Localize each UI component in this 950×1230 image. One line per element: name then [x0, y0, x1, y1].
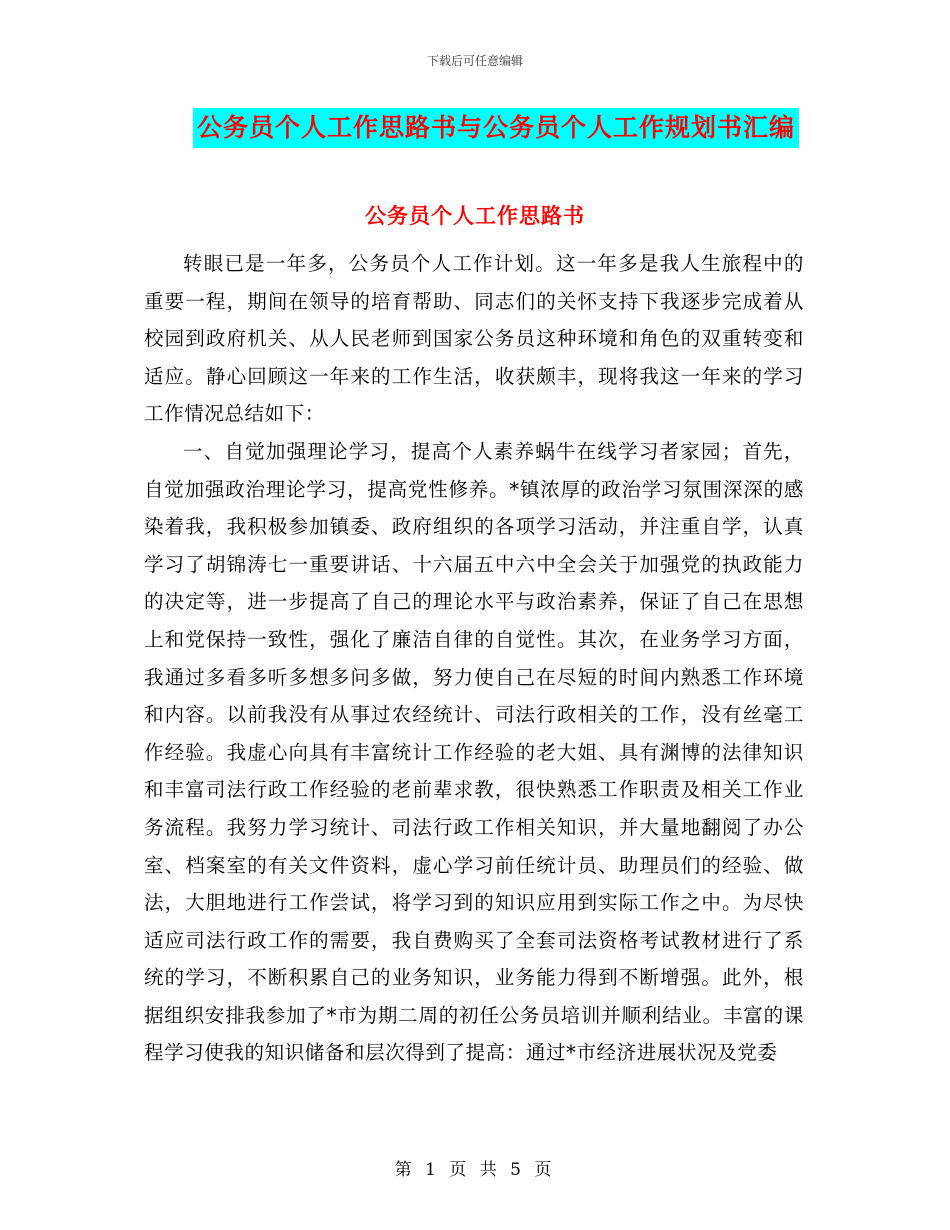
- paragraph-intro: 转眼已是一年多，公务员个人工作计划。这一年多是我人生旅程中的重要一程，期间在领导的培育帮助、同志们的关怀支持下我逐步完成着从校园到政府机关、从人民老师到国家公务员这种环境和角色的双重转变和适应。静心回顾这一年来的工作生活，收获颇丰，现将我这一年来的学习工作情况总结如下：: [144, 252, 804, 426]
- main-title-container: [0, 108, 950, 148]
- page-number-footer: 第 1 页 共 5 页: [394, 1160, 556, 1180]
- section-title: 公务员个人工作思路书: [365, 204, 585, 228]
- page-header-note: 下载后可任意编辑: [426, 54, 523, 68]
- main-title: 公务员个人工作思路书与公务员个人工作规划书汇编: [193, 108, 799, 148]
- paragraph-theory-study: 一、自觉加强理论学习，提高个人素养蜗牛在线学习者家园；首先，自觉加强政治理论学习，提高党性修养。*镇浓厚的政治学习氛围深深的感染着我，我积极参加镇委、政府组织的各项学习活动，并注重自学，认真学习了胡锦涛七一重要讲话、十六届五中六中全会关于加强党的执政能力的决定等，进一步提高了自己的理论水平与政治素养，保证了自己在思想上和党保持一致性，强化了廉洁自律的自觉性。其次，在业务学习方面，我通过多看多听多想多问多做，努力使自己在尽短的时间内熟悉工作环境和内容。以前我没有从事过农经统计、司法行政相关的工作，没有丝毫工作经验。我虚心向具有丰富统计工作经验的老大姐、具有渊博的法律知识和丰富司法行政工作经验的老前辈求教，很快熟悉工作职责及相关工作业务流程。我努力学习统计、司法行政工作相关知识，并大量地翻阅了办公室、档案室的有关文件资料，虚心学习前任统计员、助理员们的经验、做法，大胆地进行工作尝试，将学习到的知识应用到实际工作之中。为尽快适应司法行政工作的需要，我自费购买了全套司法资格考试教材进行了系统的学习，不断积累自己的业务知识，业务能力得到不断增强。此外，根据组织安排我参加了*市为期二周的初任公务员培训并顺利结业。丰富的课程学习使我的知识储备和层次得到了提高：通过*市经济进展状况及党委: [144, 439, 804, 1065]
- body-text: [144, 245, 804, 1072]
